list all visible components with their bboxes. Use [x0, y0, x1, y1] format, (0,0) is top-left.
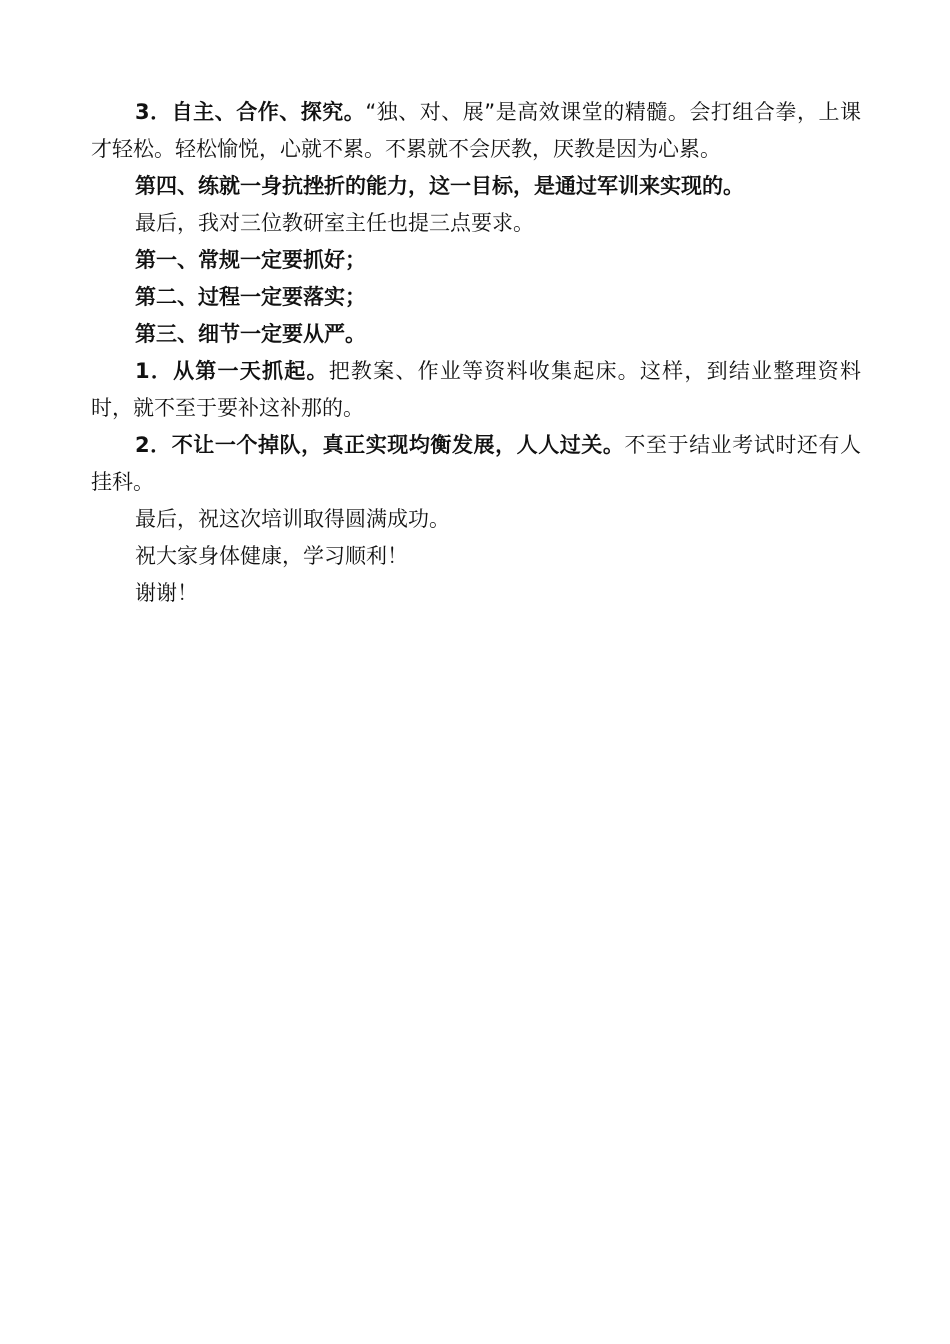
- paragraph-closing-wish: [91, 501, 861, 538]
- paragraph-text: “独、对、展”是高效课堂的精髓。会打组合拳，上课才轻松。轻松愉悦，心就不累。不累就不会厌教，厌教是因为心累。: [91, 100, 861, 161]
- paragraph-heading: 第二、过程一定要落实；: [135, 285, 366, 309]
- paragraph-point-3: [91, 94, 861, 168]
- paragraph-heading: 第三、细节一定要从严。: [135, 322, 366, 346]
- paragraph-text: 最后，我对三位教研室主任也提三点要求。: [135, 211, 534, 235]
- paragraph-thanks: [91, 575, 861, 612]
- paragraph-heading: 1．从第一天抓起。: [135, 359, 329, 383]
- paragraph-requirement-1: [91, 242, 861, 279]
- paragraph-health-wish: [91, 538, 861, 575]
- paragraph-detail-1: [91, 353, 861, 427]
- paragraph-text: 谢谢！: [135, 581, 198, 605]
- paragraph-heading: 第四、练就一身抗挫折的能力，这一目标，是通过军训来实现的。: [135, 174, 744, 198]
- paragraph-point-4: [91, 168, 861, 205]
- paragraph-text: 把教案、作业等资料收集起床。这样，到结业整理资料时，就不至于要补这补那的。: [91, 359, 861, 420]
- paragraph-text: 最后，祝这次培训取得圆满成功。: [135, 507, 450, 531]
- paragraph-heading: 2．不让一个掉队，真正实现均衡发展，人人过关。: [135, 433, 625, 457]
- paragraph-detail-2: [91, 427, 861, 501]
- paragraph-requirements-intro: [91, 205, 861, 242]
- paragraph-heading: 第一、常规一定要抓好；: [135, 248, 366, 272]
- paragraph-text: 祝大家身体健康，学习顺利！: [135, 544, 408, 568]
- document-body: [91, 94, 861, 612]
- paragraph-requirement-3: [91, 316, 861, 353]
- paragraph-text: 不至于结业考试时还有人挂科。: [91, 433, 861, 494]
- paragraph-heading: 3．自主、合作、探究。: [135, 100, 366, 124]
- paragraph-requirement-2: [91, 279, 861, 316]
